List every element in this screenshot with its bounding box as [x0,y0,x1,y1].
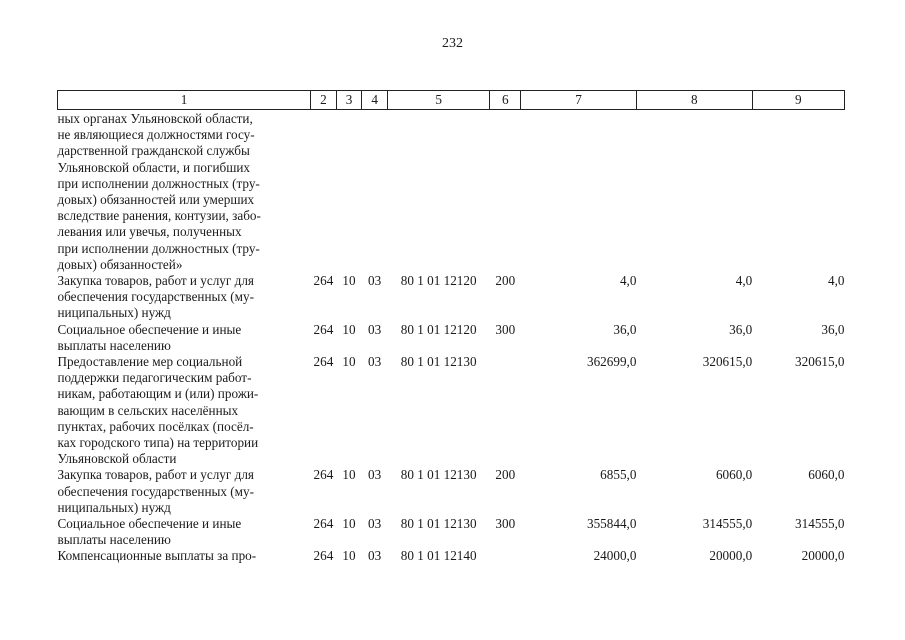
cell-admin: 264 [313,354,334,370]
cell-section: 10 [342,321,356,337]
cell-target: 80 1 01 12130 [400,467,477,483]
header-col-7: 7 [521,91,637,110]
cell-subsection: 03 [368,321,382,337]
cell-amount-1: 355844,0 [586,516,637,532]
cell-amount-3: 4,0 [828,273,845,289]
cell-target: 80 1 01 12130 [400,516,477,532]
cell-expense-type: 300 [495,516,516,532]
cell-target: 80 1 01 12140 [400,548,477,564]
cell-expense-type [490,110,521,274]
table-row [58,516,845,548]
cell-amount-2: 314555,0 [702,516,753,532]
cell-amount-3: 20000,0 [801,548,845,564]
cell-subsection: 03 [368,273,382,289]
row-name: ных органах Ульяновской области, не являющиеся должностями госу- дарственной гражданской службы Ульяновской области, и погибших при исполнении должностных (тру- довых) обязанностей или умерших вследствие ранения, контузии, забо- левания или увечья, полученных при исполнении должностных (тру- довых) обязанностей» [57,111,261,272]
row-name: Предоставление мер социальной поддержки педагогическим работ- никам, работающим и (или) прожи- вающим в сельских населённых пунктах, рабочих посёлках (посёл- ках городского типа) на территории Ульяновской области [57,354,259,467]
table-row [58,322,845,354]
header-col-5: 5 [387,91,489,110]
cell-amount-2: 20000,0 [709,548,753,564]
cell-amount-1: 362699,0 [586,354,637,370]
cell-admin: 264 [313,273,334,289]
cell-admin: 264 [313,548,334,564]
cell-amount-3: 36,0 [821,321,845,337]
cell-admin: 264 [313,321,334,337]
table-header-row [58,91,845,110]
row-name: Социальное обеспечение и иные выплаты населению [57,516,242,548]
cell-amount-2 [636,110,752,274]
table-row [58,273,845,322]
cell-amount-1: 24000,0 [593,548,637,564]
cell-amount-2: 320615,0 [702,354,753,370]
cell-section [336,110,362,274]
cell-amount-3: 320615,0 [795,354,845,370]
cell-target: 80 1 01 12120 [400,321,477,337]
cell-admin: 264 [313,467,334,483]
cell-target: 80 1 01 12120 [400,273,477,289]
header-col-9: 9 [752,91,844,110]
cell-amount-2: 4,0 [735,273,753,289]
cell-section: 10 [342,467,356,483]
header-col-2: 2 [311,91,337,110]
table-row [58,548,845,564]
cell-expense-type: 200 [495,273,516,289]
cell-section: 10 [342,548,356,564]
header-col-1: 1 [58,91,311,110]
cell-section: 10 [342,516,356,532]
cell-section: 10 [342,273,356,289]
cell-expense-type: 200 [495,467,516,483]
cell-amount-1: 6855,0 [600,467,637,483]
cell-target: 80 1 01 12130 [400,354,477,370]
cell-admin [311,110,337,274]
row-name: Закупка товаров, работ и услуг для обеспечения государственных (му- ниципальных) нужд [57,273,255,321]
cell-amount-2: 6060,0 [715,467,753,483]
row-name: Социальное обеспечение и иные выплаты населению [57,321,242,353]
cell-amount-1: 4,0 [619,273,637,289]
cell-subsection: 03 [368,354,382,370]
cell-expense-type: 300 [495,321,516,337]
cell-subsection [362,110,388,274]
table-row [58,110,845,274]
cell-section: 10 [342,354,356,370]
cell-amount-3: 314555,0 [795,516,845,532]
cell-amount-2: 36,0 [729,321,753,337]
budget-table [57,90,845,565]
header-col-6: 6 [490,91,521,110]
header-col-3: 3 [336,91,362,110]
cell-amount-1: 36,0 [613,321,637,337]
row-name: Компенсационные выплаты за про- [57,548,257,564]
cell-amount-3 [752,110,844,274]
cell-subsection: 03 [368,467,382,483]
cell-amount-1 [521,110,637,274]
cell-target [387,110,489,274]
row-name: Закупка товаров, работ и услуг для обеспечения государственных (му- ниципальных) нужд [57,467,255,515]
cell-subsection: 03 [368,516,382,532]
cell-amount-3: 6060,0 [808,467,845,483]
table-row [58,354,845,467]
table-row [58,467,845,516]
page-number: 232 [442,36,463,51]
header-col-8: 8 [636,91,752,110]
header-col-4: 4 [362,91,388,110]
cell-expense-type [490,548,521,564]
cell-expense-type [490,354,521,467]
cell-subsection: 03 [368,548,382,564]
cell-admin: 264 [313,516,334,532]
